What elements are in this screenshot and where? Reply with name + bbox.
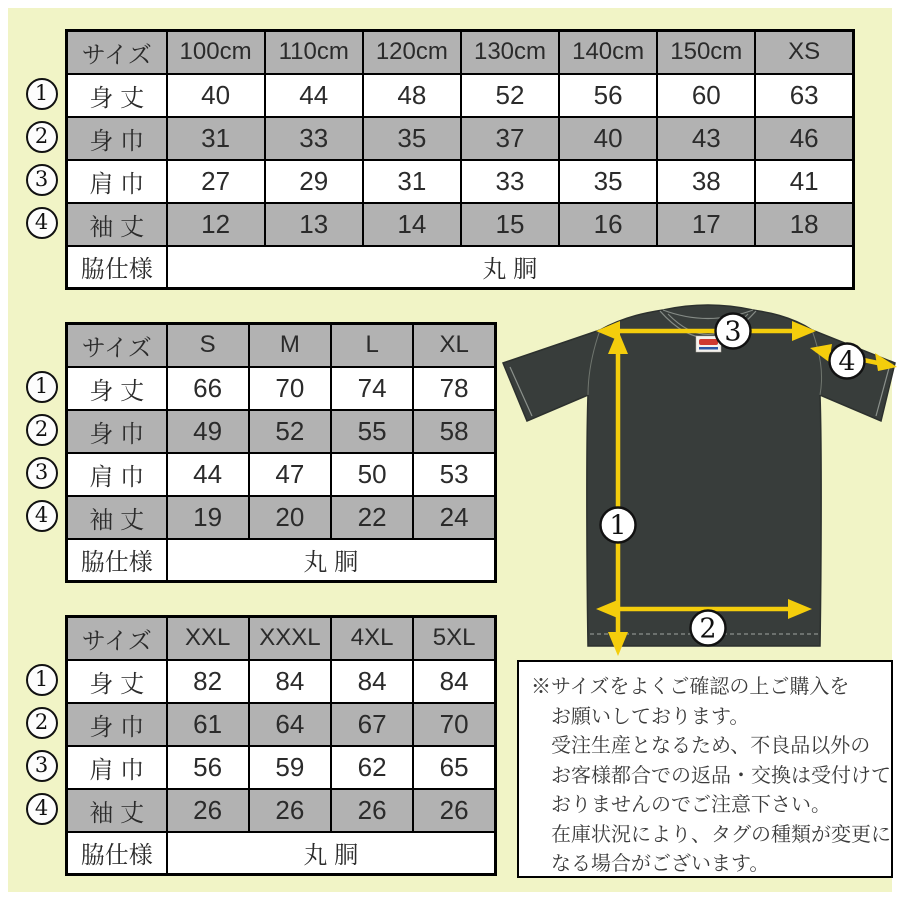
circled-number: 4: [26, 793, 58, 825]
size-value-cell: 26: [413, 789, 495, 832]
column-header: 4XL: [331, 617, 413, 660]
size-value-cell: 26: [331, 789, 413, 832]
size-value-cell: 70: [413, 703, 495, 746]
column-header: M: [249, 324, 331, 367]
size-value-cell: 60: [657, 74, 755, 117]
size-value-cell: 41: [755, 160, 853, 203]
measure-row: [67, 746, 496, 789]
size-value-cell: 44: [167, 453, 249, 496]
column-header: XL: [413, 324, 495, 367]
size-value-cell: 43: [657, 117, 755, 160]
marker-cell: [18, 408, 65, 451]
kids-row-markers: [18, 29, 65, 244]
note-line: お願いしております。: [551, 705, 750, 728]
size-value-cell: 65: [413, 746, 495, 789]
circled-number: 2: [26, 414, 58, 446]
row-label: 肩 巾: [67, 453, 167, 496]
size-value-cell: 18: [755, 203, 853, 246]
purchase-note-box: [517, 660, 893, 878]
size-value-cell: 26: [167, 789, 249, 832]
size-value-cell: 52: [249, 410, 331, 453]
size-value-cell: 33: [461, 160, 559, 203]
size-value-cell: 27: [167, 160, 265, 203]
size-value-cell: 26: [249, 789, 331, 832]
size-value-cell: 40: [167, 74, 265, 117]
tshirt-measurement-diagram: [500, 303, 898, 659]
circled-number: 1: [26, 78, 58, 110]
marker-cell: [18, 115, 65, 158]
marker-cell: [18, 787, 65, 830]
marker-cell: [18, 365, 65, 408]
measure-row: [67, 789, 496, 832]
row-label: 身 丈: [67, 660, 167, 703]
size-value-cell: 52: [461, 74, 559, 117]
circled-number: 4: [26, 207, 58, 239]
plus-table-block: [18, 615, 497, 876]
circled-number: 1: [26, 664, 58, 696]
column-header: 5XL: [413, 617, 495, 660]
kids-size-table: [65, 29, 855, 290]
size-value-cell: 55: [331, 410, 413, 453]
row-label: 身 巾: [67, 703, 167, 746]
side-spec-value: 丸 胴: [167, 539, 496, 582]
size-value-cell: 58: [413, 410, 495, 453]
size-value-cell: 64: [249, 703, 331, 746]
size-value-cell: 59: [249, 746, 331, 789]
circled-number: 3: [26, 164, 58, 196]
note-line: 在庫状況により、タグの種類が変更に: [551, 823, 891, 846]
size-value-cell: 62: [331, 746, 413, 789]
size-value-cell: 82: [167, 660, 249, 703]
marker-cell: [18, 72, 65, 115]
column-header: サイズ: [67, 31, 167, 74]
header-row: [67, 31, 854, 74]
adult-row-markers: [18, 322, 65, 537]
circled-number: 2: [26, 707, 58, 739]
column-header: 150cm: [657, 31, 755, 74]
size-value-cell: 15: [461, 203, 559, 246]
measure-row: [67, 453, 496, 496]
size-value-cell: 20: [249, 496, 331, 539]
shoulder-marker-number: 3: [724, 316, 742, 348]
kids-table-block: [18, 29, 855, 290]
footer-row: [67, 246, 854, 289]
width-marker-number: 2: [699, 613, 717, 645]
size-value-cell: 78: [413, 367, 495, 410]
row-label: 身 巾: [67, 117, 167, 160]
row-label: 身 丈: [67, 367, 167, 410]
note-line: お客様都合での返品・交換は受付けて: [551, 764, 891, 787]
size-value-cell: 67: [331, 703, 413, 746]
size-value-cell: 70: [249, 367, 331, 410]
circled-number: 4: [26, 500, 58, 532]
size-value-cell: 35: [559, 160, 657, 203]
marker-cell: [18, 158, 65, 201]
row-label: 脇仕様: [67, 832, 167, 875]
size-value-cell: 33: [265, 117, 363, 160]
size-value-cell: 40: [559, 117, 657, 160]
measure-row: [67, 660, 496, 703]
column-header: XXXL: [249, 617, 331, 660]
column-header: XS: [755, 31, 853, 74]
size-value-cell: 37: [461, 117, 559, 160]
column-header: サイズ: [67, 324, 167, 367]
row-label: 袖 丈: [67, 496, 167, 539]
measure-row: [67, 74, 854, 117]
size-value-cell: 35: [363, 117, 461, 160]
plus-row-markers: [18, 615, 65, 830]
circled-number: 2: [26, 121, 58, 153]
size-value-cell: 17: [657, 203, 755, 246]
size-value-cell: 74: [331, 367, 413, 410]
measure-row: [67, 496, 496, 539]
size-value-cell: 13: [265, 203, 363, 246]
size-value-cell: 84: [331, 660, 413, 703]
size-value-cell: 31: [167, 117, 265, 160]
measure-row: [67, 410, 496, 453]
circled-number: 3: [26, 457, 58, 489]
measure-row: [67, 203, 854, 246]
marker-cell: [18, 701, 65, 744]
plus-size-table: [65, 615, 497, 876]
note-line: なる場合がございます。: [551, 853, 770, 875]
row-label: 肩 巾: [67, 160, 167, 203]
adult-size-table: [65, 322, 497, 583]
measure-row: [67, 160, 854, 203]
size-value-cell: 63: [755, 74, 853, 117]
size-value-cell: 12: [167, 203, 265, 246]
row-label: 肩 巾: [67, 746, 167, 789]
marker-cell: [18, 494, 65, 537]
size-value-cell: 14: [363, 203, 461, 246]
size-value-cell: 56: [559, 74, 657, 117]
size-value-cell: 31: [363, 160, 461, 203]
marker-cell: [18, 744, 65, 787]
column-header: L: [331, 324, 413, 367]
marker-cell: [18, 201, 65, 244]
row-label: 脇仕様: [67, 246, 167, 289]
size-value-cell: 38: [657, 160, 755, 203]
column-header: XXL: [167, 617, 249, 660]
size-value-cell: 49: [167, 410, 249, 453]
footer-row: [67, 539, 496, 582]
column-header: S: [167, 324, 249, 367]
length-marker-number: 1: [609, 510, 627, 542]
row-label: 身 巾: [67, 410, 167, 453]
marker-cell: [18, 658, 65, 701]
row-label: 袖 丈: [67, 789, 167, 832]
column-header: 140cm: [559, 31, 657, 74]
column-header: 130cm: [461, 31, 559, 74]
note-line: おりませんのでご注意下さい。: [551, 794, 831, 816]
size-value-cell: 50: [331, 453, 413, 496]
marker-cell: [18, 451, 65, 494]
size-value-cell: 53: [413, 453, 495, 496]
size-value-cell: 66: [167, 367, 249, 410]
circled-number: 3: [26, 750, 58, 782]
size-value-cell: 22: [331, 496, 413, 539]
measure-row: [67, 117, 854, 160]
size-value-cell: 46: [755, 117, 853, 160]
row-label: 袖 丈: [67, 203, 167, 246]
column-header: 100cm: [167, 31, 265, 74]
column-header: サイズ: [67, 617, 167, 660]
row-label: 脇仕様: [67, 539, 167, 582]
header-row: [67, 617, 496, 660]
size-value-cell: 61: [167, 703, 249, 746]
sleeve-marker-number: 4: [838, 346, 856, 378]
size-value-cell: 16: [559, 203, 657, 246]
size-value-cell: 24: [413, 496, 495, 539]
header-row: [67, 324, 496, 367]
size-value-cell: 19: [167, 496, 249, 539]
side-spec-value: 丸 胴: [167, 246, 854, 289]
footer-row: [67, 832, 496, 875]
adult-table-block: [18, 322, 497, 583]
size-value-cell: 47: [249, 453, 331, 496]
note-line: 受注生産となるため、不良品以外の: [551, 735, 871, 757]
measure-row: [67, 703, 496, 746]
side-spec-value: 丸 胴: [167, 832, 496, 875]
note-line: ※サイズをよくご確認の上ご購入を: [531, 676, 850, 698]
size-value-cell: 84: [413, 660, 495, 703]
circled-number: 1: [26, 371, 58, 403]
size-value-cell: 29: [265, 160, 363, 203]
row-label: 身 丈: [67, 74, 167, 117]
tshirt-diagram-svg: [500, 303, 898, 659]
measure-row: [67, 367, 496, 410]
column-header: 110cm: [265, 31, 363, 74]
column-header: 120cm: [363, 31, 461, 74]
size-value-cell: 84: [249, 660, 331, 703]
size-value-cell: 56: [167, 746, 249, 789]
size-value-cell: 44: [265, 74, 363, 117]
size-value-cell: 48: [363, 74, 461, 117]
